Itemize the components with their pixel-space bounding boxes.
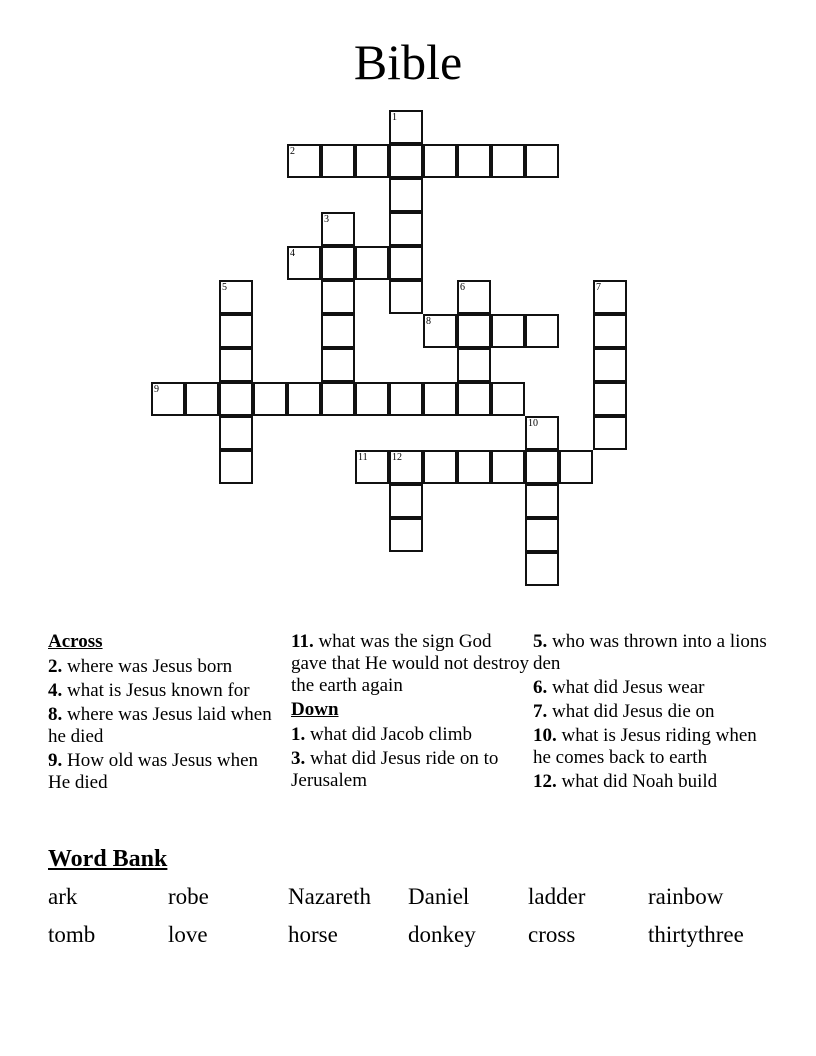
grid-cell[interactable]	[321, 348, 355, 382]
clue-text: what is Jesus riding when he comes back to earth	[533, 725, 757, 768]
cell-number: 3	[324, 214, 329, 225]
word-bank-item: cross	[528, 922, 576, 947]
clue-number: 6.	[533, 677, 548, 698]
clue-across-11	[291, 631, 531, 697]
word-bank-row	[48, 884, 788, 922]
clue-number: 2.	[48, 656, 63, 677]
clue-down-12	[533, 771, 773, 793]
cell-number: 5	[222, 282, 227, 293]
clue-text: who was thrown into a lions den	[533, 631, 767, 674]
cell-number: 1	[392, 112, 397, 123]
cell-number: 9	[154, 384, 159, 395]
grid-cell[interactable]	[389, 110, 423, 144]
grid-cell[interactable]	[389, 382, 423, 416]
puzzle-title: Bible	[353, 34, 463, 90]
grid-cell[interactable]	[423, 382, 457, 416]
grid-cell[interactable]	[457, 314, 491, 348]
clue-number: 12.	[533, 771, 557, 792]
word-bank-title: Word Bank	[48, 846, 168, 872]
clue-text: what was the sign God gave that He would not destroy the earth again	[291, 631, 529, 696]
grid-cell[interactable]	[457, 382, 491, 416]
clues-column-2	[291, 631, 531, 794]
cell-number: 2	[290, 146, 295, 157]
grid-cell[interactable]	[491, 314, 525, 348]
grid-cell[interactable]	[593, 348, 627, 382]
grid-cell[interactable]	[389, 280, 423, 314]
grid-cell[interactable]	[389, 178, 423, 212]
word-bank-item: horse	[288, 922, 338, 947]
cell-number: 10	[528, 418, 538, 429]
grid-cell[interactable]	[593, 416, 627, 450]
word-bank-item: ark	[48, 884, 78, 909]
grid-cell[interactable]	[287, 382, 321, 416]
clue-down-10	[533, 725, 773, 769]
grid-cell[interactable]	[525, 518, 559, 552]
grid-cell[interactable]	[389, 484, 423, 518]
cell-number: 12	[392, 452, 402, 463]
clue-text: what did Jesus ride on to Jerusalem	[291, 748, 499, 791]
grid-cell[interactable]	[321, 212, 355, 246]
grid-cell[interactable]	[525, 450, 559, 484]
clue-down-6	[533, 677, 773, 699]
grid-cell[interactable]	[525, 314, 559, 348]
grid-cell[interactable]	[185, 382, 219, 416]
word-bank-item: Daniel	[408, 884, 470, 909]
clue-text: what did Jesus wear	[547, 677, 705, 698]
grid-cell[interactable]	[321, 314, 355, 348]
grid-cell[interactable]	[219, 280, 253, 314]
grid-cell[interactable]	[457, 348, 491, 382]
cell-number: 7	[596, 282, 601, 293]
grid-cell[interactable]	[491, 382, 525, 416]
grid-cell[interactable]	[151, 382, 185, 416]
grid-cell[interactable]	[355, 144, 389, 178]
clue-text: what did Noah build	[556, 771, 718, 792]
clue-text: where was Jesus laid when he died	[48, 704, 272, 747]
clue-text: what did Jesus die on	[547, 701, 715, 722]
grid-cell[interactable]	[593, 280, 627, 314]
grid-cell[interactable]	[253, 382, 287, 416]
word-bank-item: love	[168, 922, 208, 947]
grid-cell[interactable]	[321, 144, 355, 178]
grid-cell[interactable]	[287, 144, 321, 178]
grid-cell[interactable]	[593, 314, 627, 348]
clue-number: 7.	[533, 701, 548, 722]
grid-cell[interactable]	[389, 450, 423, 484]
clue-number: 9.	[48, 750, 63, 771]
word-bank-item: ladder	[528, 884, 586, 909]
clue-across-8	[48, 704, 283, 748]
clue-number: 3.	[291, 748, 306, 769]
word-bank-item: thirtythree	[648, 922, 744, 947]
grid-cell[interactable]	[389, 518, 423, 552]
clues-column-3	[533, 631, 773, 795]
word-bank	[48, 884, 788, 960]
word-bank-item: donkey	[408, 922, 476, 947]
grid-cell[interactable]	[219, 314, 253, 348]
clues-column-1	[48, 631, 283, 796]
down-heading: Down	[291, 699, 339, 720]
grid-cell[interactable]	[287, 246, 321, 280]
grid-cell[interactable]	[355, 382, 389, 416]
clue-number: 1.	[291, 724, 306, 745]
grid-cell[interactable]	[423, 144, 457, 178]
grid-cell[interactable]	[457, 144, 491, 178]
grid-cell[interactable]	[457, 450, 491, 484]
grid-cell[interactable]	[525, 416, 559, 450]
clue-text: How old was Jesus when He died	[48, 750, 259, 793]
cell-number: 6	[460, 282, 465, 293]
clue-number: 8.	[48, 704, 63, 725]
clue-across-9	[48, 750, 283, 794]
grid-cell[interactable]	[525, 552, 559, 586]
grid-cell[interactable]	[219, 348, 253, 382]
grid-cell[interactable]	[525, 144, 559, 178]
grid-cell[interactable]	[593, 382, 627, 416]
cell-number: 11	[358, 452, 368, 463]
grid-cell[interactable]	[389, 246, 423, 280]
grid-cell[interactable]	[491, 450, 525, 484]
grid-cell[interactable]	[321, 246, 355, 280]
word-bank-item: robe	[168, 884, 209, 909]
grid-cell[interactable]	[389, 212, 423, 246]
clue-down-3	[291, 748, 531, 792]
clue-text: what is Jesus known for	[62, 680, 250, 701]
grid-cell[interactable]	[525, 484, 559, 518]
grid-cell[interactable]	[219, 450, 253, 484]
clue-number: 11.	[291, 631, 314, 652]
clue-number: 4.	[48, 680, 63, 701]
clue-across-2	[48, 656, 283, 678]
clue-down-1	[291, 724, 531, 746]
grid-cell[interactable]	[219, 382, 253, 416]
cell-number: 4	[290, 248, 295, 259]
clue-down-5	[533, 631, 773, 675]
clue-down-7	[533, 701, 773, 723]
across-heading: Across	[48, 631, 103, 652]
grid-cell[interactable]	[321, 280, 355, 314]
grid-cell[interactable]	[321, 382, 355, 416]
clue-text: where was Jesus born	[62, 656, 233, 677]
cell-number: 8	[426, 316, 431, 327]
clue-number: 5.	[533, 631, 548, 652]
word-bank-item: tomb	[48, 922, 96, 947]
grid-cell[interactable]	[457, 280, 491, 314]
grid-cell[interactable]	[423, 314, 457, 348]
grid-cell[interactable]	[389, 144, 423, 178]
grid-cell[interactable]	[355, 450, 389, 484]
grid-cell[interactable]	[355, 246, 389, 280]
clue-number: 10.	[533, 725, 557, 746]
word-bank-item: rainbow	[648, 884, 724, 909]
word-bank-item: Nazareth	[288, 884, 371, 909]
grid-cell[interactable]	[559, 450, 593, 484]
clue-text: what did Jacob climb	[305, 724, 472, 745]
grid-cell[interactable]	[423, 450, 457, 484]
grid-cell[interactable]	[491, 144, 525, 178]
word-bank-row	[48, 922, 788, 960]
grid-cell[interactable]	[219, 416, 253, 450]
clue-across-4	[48, 680, 283, 702]
